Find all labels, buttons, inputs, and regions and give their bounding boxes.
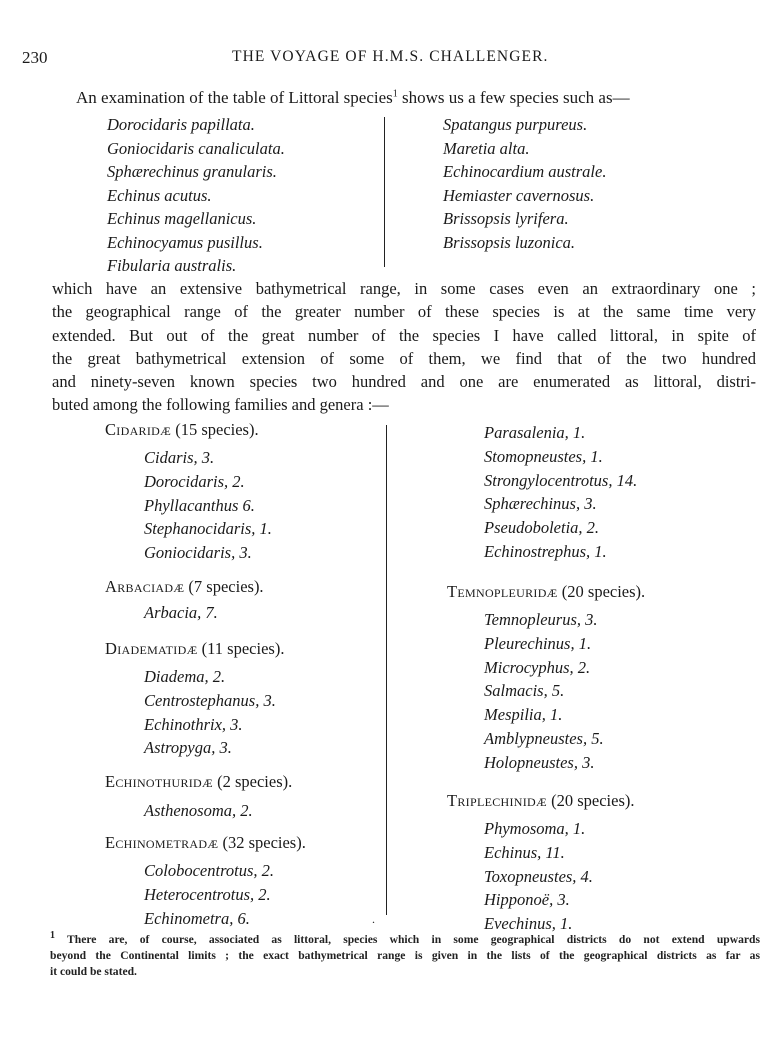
species-item: Goniocidaris canaliculata. bbox=[107, 138, 285, 158]
paragraph-line: buted among the following families and genera :— bbox=[52, 395, 389, 415]
family-heading-arbaciadae: Arbaciadæ (7 species). bbox=[105, 577, 264, 596]
genus-item: Dorocidaris, 2. bbox=[144, 471, 245, 491]
intro-sentence bbox=[76, 88, 630, 108]
genera-list-cidaridae bbox=[144, 446, 272, 565]
genus-item: Evechinus, 1. bbox=[484, 914, 573, 934]
family-heading-echinometradae: Echinometradæ (32 species). bbox=[105, 833, 306, 852]
genera-list-triplechinidae bbox=[484, 817, 593, 936]
genera-list-diadematidae bbox=[144, 665, 276, 760]
genus-item: Stephanocidaris, 1. bbox=[144, 519, 272, 539]
genus-item: Colobocentrotus, 2. bbox=[144, 861, 275, 880]
genus-item: Echinothrix, 3. bbox=[144, 714, 243, 734]
species-item: Echinus magellanicus. bbox=[107, 209, 257, 228]
genera-list-echinometradae bbox=[144, 859, 274, 930]
genus-item: Astropyga, 3. bbox=[144, 738, 232, 758]
family-heading-triplechinidae: Triplechinidæ (20 species). bbox=[447, 791, 635, 810]
species-item: Spatangus purpureus. bbox=[443, 115, 588, 134]
species-item: Echinocyamus pusillus. bbox=[107, 232, 263, 252]
genus-item: Diadema, 2. bbox=[144, 667, 226, 686]
genus-item: Mespilia, 1. bbox=[484, 705, 563, 725]
intro-text-after: shows us a few species such as— bbox=[397, 88, 630, 107]
genus-item: Amblypneustes, 5. bbox=[484, 728, 604, 748]
species-list-right bbox=[443, 113, 606, 254]
genus-item: Phyllacanthus 6. bbox=[144, 495, 255, 515]
species-list-divider bbox=[384, 117, 385, 267]
footnote-line: it could be stated. bbox=[50, 965, 137, 978]
genus-item: Pseudoboletia, 2. bbox=[484, 518, 600, 538]
genus-item: Temnopleurus, 3. bbox=[484, 610, 598, 629]
paragraph-line: the great bathymetrical extension of some of them, we find that of the two hundred bbox=[52, 348, 756, 368]
paragraph-line: which have an extensive bathymetrical range, in some cases even an extraordinary one ; bbox=[52, 279, 756, 298]
genus-item: Echinometra, 6. bbox=[144, 908, 250, 928]
family-heading-temnopleuridae: Temnopleuridæ (20 species). bbox=[447, 582, 646, 601]
species-item: Hemiaster cavernosus. bbox=[443, 185, 595, 205]
genus-item: Salmacis, 5. bbox=[484, 681, 565, 701]
divider-dot: . bbox=[372, 912, 375, 926]
species-item: Fibularia australis. bbox=[107, 256, 237, 275]
species-item: Sphærechinus granularis. bbox=[107, 162, 277, 181]
genus-item: Phymosoma, 1. bbox=[484, 819, 586, 838]
footnote-mark: 1 bbox=[50, 930, 55, 942]
footnote-reference: 1 bbox=[392, 88, 398, 100]
running-title: THE VOYAGE OF H.M.S. CHALLENGER. bbox=[232, 48, 549, 65]
genera-list-temnopleuridae bbox=[484, 608, 604, 775]
genus-item: Cidaris, 3. bbox=[144, 448, 215, 467]
families-divider bbox=[386, 425, 387, 915]
genus-item: Microcyphus, 2. bbox=[484, 657, 591, 677]
species-item: Echinus acutus. bbox=[107, 185, 212, 205]
genera-list-arbaciadae bbox=[144, 601, 218, 625]
genus-item: Toxopneustes, 4. bbox=[484, 866, 593, 886]
genus-item: Echinus, 11. bbox=[484, 842, 565, 862]
genus-item: Heterocentrotus, 2. bbox=[144, 884, 271, 904]
body-paragraph bbox=[52, 277, 756, 417]
genus-item: Holopneustes, 3. bbox=[484, 752, 595, 772]
footnote-line: $^1$ There are, of course, associated as littoral, species which in some geographical districts do not extend upwards bbox=[50, 930, 760, 946]
species-item: Echinocardium australe. bbox=[443, 162, 607, 181]
page-number: 230 bbox=[22, 48, 48, 67]
species-item: Brissopsis luzonica. bbox=[443, 232, 576, 252]
species-item: Brissopsis lyrifera. bbox=[443, 209, 569, 228]
genera-list-echinothuridae bbox=[144, 799, 253, 823]
genus-item: Echinostrephus, 1. bbox=[484, 541, 607, 561]
genus-item: Goniocidaris, 3. bbox=[144, 543, 252, 563]
footnote-line: beyond the Continental limits ; the exact bathymetrical range is given in the lists of the geographical districts as far as bbox=[50, 949, 760, 962]
genus-item: Asthenosoma, 2. bbox=[144, 801, 253, 820]
paragraph-line: the geographical range of the greater number of these species is at the same time very bbox=[52, 302, 756, 322]
genera-list-continued bbox=[484, 421, 637, 564]
genus-item: Strongylocentrotus, 14. bbox=[484, 470, 638, 490]
family-heading-diadematidae: Diadematidæ (11 species). bbox=[105, 639, 285, 658]
genus-item: Hipponoë, 3. bbox=[484, 890, 570, 910]
genus-item: Sphærechinus, 3. bbox=[484, 494, 597, 514]
intro-text: An examination of the table of Littoral species bbox=[76, 88, 393, 107]
genus-item: Arbacia, 7. bbox=[144, 603, 218, 622]
footnote bbox=[50, 932, 760, 980]
genus-item: Centrostephanus, 3. bbox=[144, 690, 276, 710]
species-item: Dorocidaris papillata. bbox=[107, 115, 255, 134]
genus-item: Pleurechinus, 1. bbox=[484, 633, 592, 653]
species-item: Maretia alta. bbox=[443, 138, 530, 158]
species-list-left bbox=[107, 113, 285, 278]
paragraph-line: and ninety-seven known species two hundred and one are enumerated as littoral, distri- bbox=[52, 372, 756, 392]
genus-item: Parasalenia, 1. bbox=[484, 423, 586, 442]
family-heading-cidaridae: Cidaridæ (15 species). bbox=[105, 420, 259, 439]
family-heading-echinothuridae: Echinothuridæ (2 species). bbox=[105, 772, 293, 791]
genus-item: Stomopneustes, 1. bbox=[484, 446, 603, 466]
paragraph-line: extended. But out of the great number of the species I have called littoral, in spite of bbox=[52, 325, 756, 345]
